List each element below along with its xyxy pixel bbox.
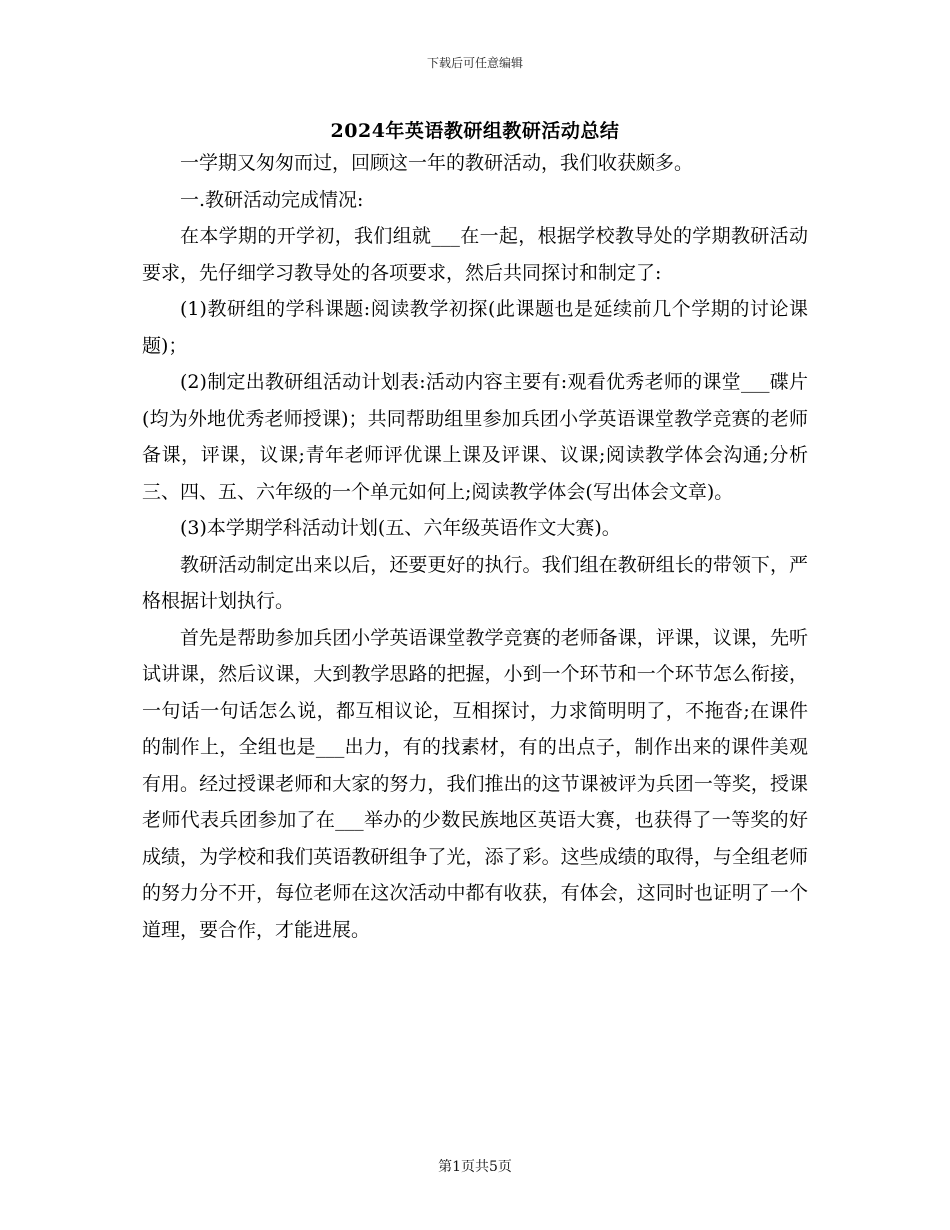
list-item: (2)制定出教研组活动计划表:活动内容主要有:观看优秀老师的课堂___碟片(均为外地优秀老师授课)；共同帮助组里参加兵团小学英语课堂教学竞赛的老师备课，评课，议课;青年老师评优课上课及评课、议课;阅读教学体会沟通;分析三、四、五、六年级的一个单元如何上;阅读教学体会(写出体会文章)。 (142, 371, 808, 503)
document-title: 2024年英语教研组教研活动总结 (330, 120, 620, 142)
document-body (142, 145, 808, 948)
page-number: 第1页共5页 (438, 1159, 512, 1175)
list-item: (3)本学期学科活动计划(五、六年级英语作文大赛)。 (180, 517, 621, 539)
paragraph: 教研活动制定出来以后，还要更好的执行。我们组在教研组长的带领下，严格根据计划执行。 (142, 553, 808, 612)
list-item: (1)教研组的学科课题:阅读教学初探(此课题也是延续前几个学期的讨论课题)； (142, 298, 808, 357)
paragraph: 在本学期的开学初，我们组就___在一起，根据学校教导处的学期教研活动要求，先仔细学习教导处的各项要求，然后共同探讨和制定了: (142, 225, 808, 284)
header-note: 下载后可任意编辑 (426, 56, 523, 70)
paragraph-intro: 一学期又匆匆而过，回顾这一年的教研活动，我们收获颇多。 (180, 152, 694, 174)
section-heading: 一.教研活动完成情况: (180, 188, 364, 211)
paragraph: 首先是帮助参加兵团小学英语课堂教学竞赛的老师备课，评课，议课，先听试讲课，然后议课，大到教学思路的把握，小到一个环节和一个环节怎么衔接，一句话一句话怎么说，都互相议论，互相探讨，力求简明明了，不拖沓;在课件的制作上，全组也是___出力，有的找素材，有的出点子，制作出来的课件美观有用。经过授课老师和大家的努力，我们推出的这节课被评为兵团一等奖，授课老师代表兵团参加了在___举办的少数民族地区英语大赛，也获得了一等奖的好成绩，为学校和我们英语教研组争了光，添了彩。这些成绩的取得，与全组老师的努力分不开，每位老师在这次活动中都有收获，有体会，这同时也证明了一个道理，要合作，才能进展。 (142, 626, 808, 941)
